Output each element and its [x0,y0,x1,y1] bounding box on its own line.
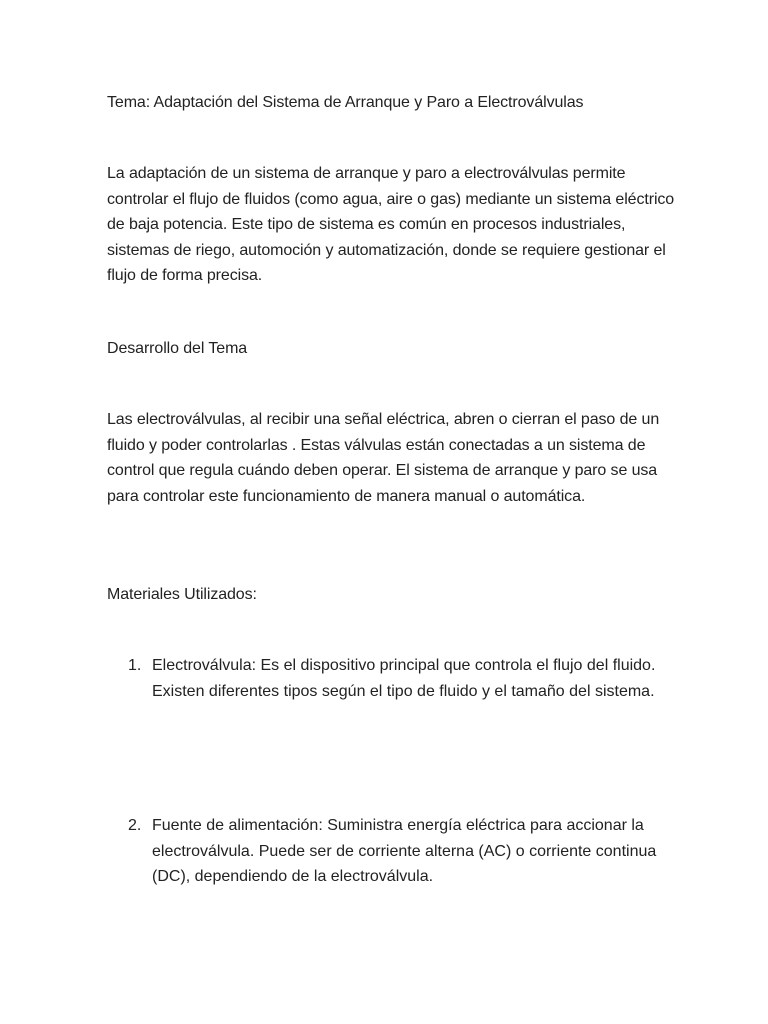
list-item-text: Electroválvula: Es el dispositivo principal que controla el flujo del fluido. Existen diferentes tipos según el tipo de fluido y el tamaño del sistema. [152,657,656,700]
intro-paragraph: La adaptación de un sistema de arranque y paro a electroválvulas permite controlar el flujo de fluidos (como agua, aire o gas) mediante un sistema eléctrico de baja potencia. Este tipo de sistema es común en procesos industriales, sistemas de riego, automoción y automatización, donde se requiere gestionar el flujo de forma precisa. [107,165,675,285]
list-item-number: 2. [128,817,142,834]
materials-heading: Materiales Utilizados: [107,586,257,603]
section-heading: Desarrollo del Tema [107,340,248,357]
list-item-number: 1. [128,657,142,674]
list-item-text: Fuente de alimentación: Suministra energía eléctrica para accionar la electroválvula. Puede ser de corriente alterna (AC) o corriente continua (DC), dependiendo de la electroválvula. [152,817,657,886]
section-paragraph: Las electroválvulas, al recibir una señal eléctrica, abren o cierran el paso de un fluido y poder controlarlas . Estas válvulas están conectadas a un sistema de control que regula cuándo deben operar. El sistema de arranque y paro se usa para controlar este funcionamiento de manera manual o automática. [107,411,660,505]
document-title: Tema: Adaptación del Sistema de Arranque y Paro a Electroválvulas [107,94,584,111]
